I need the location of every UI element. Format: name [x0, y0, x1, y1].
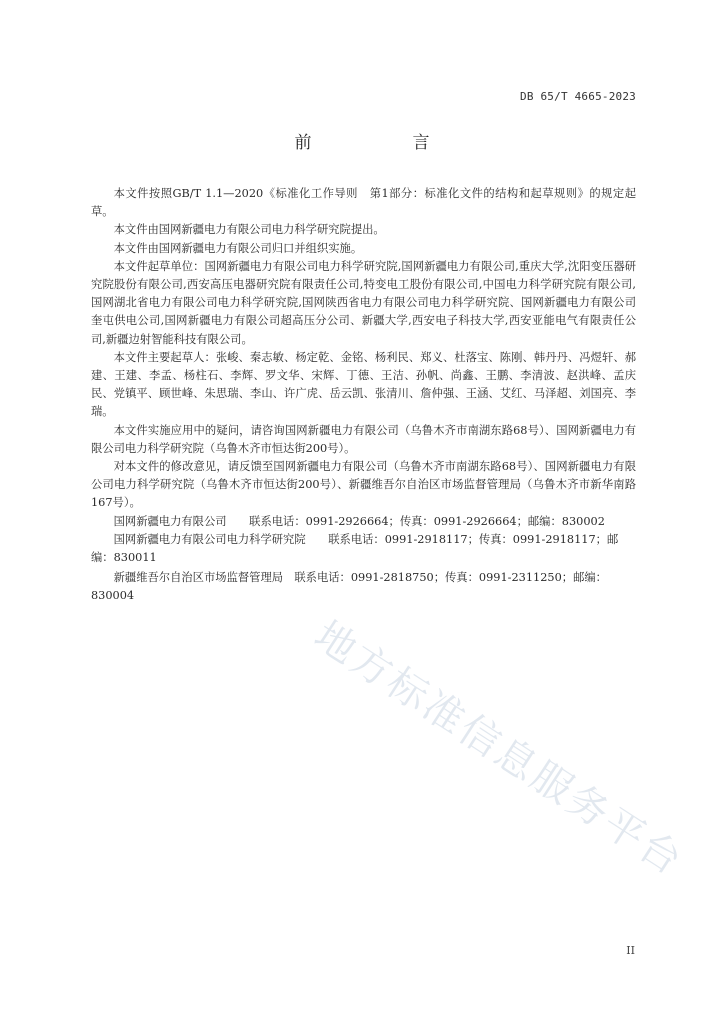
watermark: 地方标准信息服务平台 [306, 612, 692, 886]
paragraph-drafters: 本文件主要起草人：张峻、秦志敏、杨定乾、金铭、杨利民、郑义、杜落宝、陈刚、韩丹丹、冯煜轩、郝建、王建、李孟、杨柱石、李辉、罗文华、宋辉、丁德、王洁、孙帆、尚鑫、王鹏、李清波、赵洪峰、孟庆民、党镇平、顾世峰、朱思瑞、李山、许广虎、岳云凯、张清川、詹仲强、王涵、艾红、马泽超、刘国亮、李瑞。 [91, 350, 636, 419]
contact-line: 新疆维吾尔自治区市场监督管理局 联系电话：0991-2818750；传真：0991-2311250；邮编：830004 [91, 571, 607, 603]
paragraph-administrator: 本文件由国网新疆电力有限公司归口并组织实施。 [113, 241, 363, 255]
standard-code: DB 65/T 4665-2023 [520, 90, 636, 103]
page-number: II [626, 944, 635, 957]
paragraph-drafting-units: 本文件起草单位：国网新疆电力有限公司电力科学研究院,国网新疆电力有限公司,重庆大学,沈阳变压器研究院股份有限公司,西安高压电器研究院有限责任公司,特变电工股份有限公司,中国电力科学研究院有限公司,国网湖北省电力有限公司电力科学研究院,国网陕西省电力有限公司电力科学研究院、国网新疆电力有限公司奎屯供电公司,国网新疆电力有限公司超高压分公司、新疆大学,西安电子科技大学,西安亚能电气有限责任公司,新疆边射智能科技有限公司。 [91, 259, 636, 346]
paragraph-proposer: 本文件由国网新疆电力有限公司电力科学研究院提出。 [113, 223, 385, 237]
contact-line: 国网新疆电力有限公司电力科学研究院 联系电话：0991-2918117；传真：0991-2918117；邮编：830011 [91, 532, 619, 565]
paragraph-inquiries: 本文件实施应用中的疑问，请咨询国网新疆电力有限公司（乌鲁木齐市南湖东路68号）、国网新疆电力有限公司电力科学研究院（乌鲁木齐市恒达街200号）。 [91, 423, 636, 455]
paragraph-drafting-basis: 本文件按照GB/T 1.1—2020《标准化工作导则 第1部分：标准化文件的结构和起草规则》的规定起草。 [91, 187, 636, 219]
paragraph-feedback: 对本文件的修改意见，请反馈至国网新疆电力有限公司（乌鲁木齐市南湖东路68号）、国网新疆电力有限公司电力科学研究院（乌鲁木齐市恒达街200号）、新疆维吾尔自治区市场监督管理局（乌鲁木齐市新华南路167号）。 [91, 460, 636, 510]
contact-line: 国网新疆电力有限公司 联系电话：0991-2926664；传真：0991-2926664；邮编：830002 [113, 514, 605, 528]
document-body [91, 185, 636, 606]
contact-list [91, 513, 636, 606]
page-title: 前 言 [294, 133, 472, 153]
